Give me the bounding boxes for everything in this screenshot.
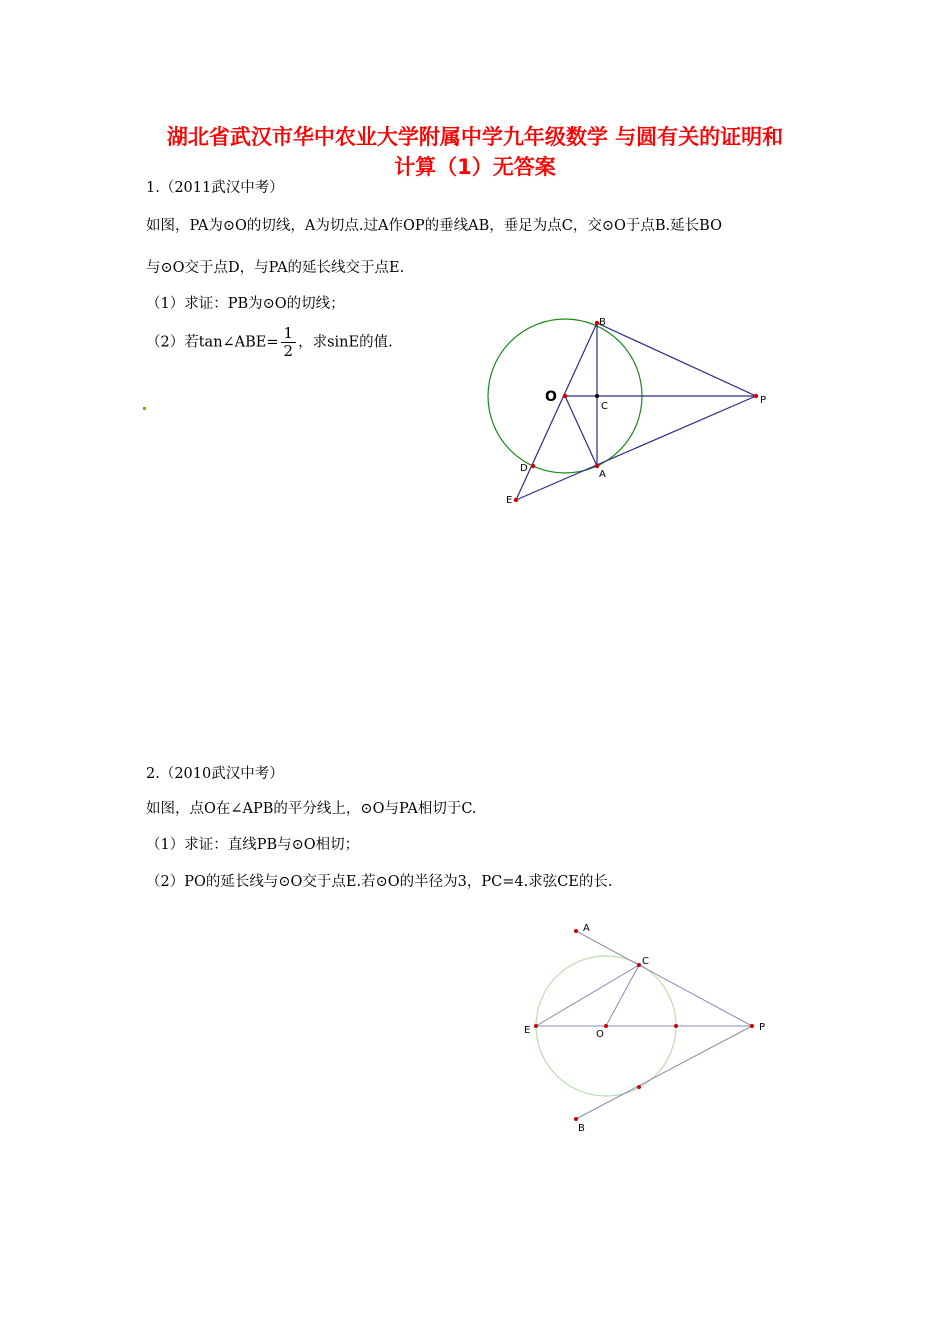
problem2-text-line1: 如图，点O在∠APB的平分线上，⊙O与PA相切于C. — [146, 801, 477, 817]
problem2-part1: （1）求证：直线PB与⊙O相切； — [146, 837, 360, 853]
fig1-label-P: P — [760, 395, 767, 406]
fig2-point-A — [574, 929, 578, 933]
title-line-1: 湖北省武汉市华中农业大学附属中学九年级数学 与圆有关的证明和 — [166, 125, 784, 149]
fraction-numerator: 1 — [281, 325, 297, 343]
fig2-label-P: P — [759, 1022, 766, 1033]
fig1-label-B: B — [599, 317, 606, 328]
fig1-line-OA — [565, 396, 597, 466]
fig1-point-O — [563, 394, 567, 398]
fig1-point-A — [595, 464, 599, 468]
fig2-point-E — [534, 1024, 538, 1028]
problem1-header: 1.（2011武汉中考） — [146, 180, 284, 196]
fig1-label-C: C — [601, 401, 608, 412]
problem1-part2-before: （2）若tan∠ABE= — [146, 334, 279, 351]
fig2-line-OC — [606, 965, 639, 1026]
problem1-part2-after: ，求sinE的值. — [298, 334, 393, 351]
fig1-label-O: O — [545, 389, 557, 405]
figure-1 — [488, 317, 766, 506]
fig2-point-C — [637, 963, 641, 967]
fig1-point-D — [531, 464, 535, 468]
stray-mark — [143, 407, 146, 410]
fig1-point-E — [514, 498, 518, 502]
fig1-label-D: D — [520, 463, 528, 474]
title-line-2: 计算（1）无答案 — [394, 155, 556, 179]
fig1-line-BE — [516, 323, 597, 500]
fig1-point-C — [595, 394, 599, 398]
problem2-part2: （2）PO的延长线与⊙O交于点E.若⊙O的半径为3，PC=4.求弦CE的长. — [146, 874, 613, 890]
problem2-header: 2.（2010武汉中考） — [146, 766, 284, 782]
fig2-point-intersection — [674, 1024, 678, 1028]
fig1-label-A: A — [599, 469, 606, 480]
fig2-label-O: O — [596, 1029, 604, 1040]
fig1-line-EP — [516, 396, 756, 500]
fig2-point-tangent-B — [637, 1085, 641, 1089]
fig2-line-EC — [536, 965, 639, 1026]
fig2-point-B — [574, 1117, 578, 1121]
fig2-label-B: B — [578, 1123, 585, 1134]
fig1-label-E: E — [506, 495, 513, 506]
problem1-text-line2: 与⊙O交于点D，与PA的延长线交于点E. — [146, 260, 405, 276]
fig2-point-O — [604, 1024, 608, 1028]
fig2-label-A: A — [583, 923, 590, 934]
problem1-text-line1: 如图，PA为⊙O的切线，A为切点.过A作OP的垂线AB，垂足为点C，交⊙O于点B.延长BO — [146, 218, 722, 234]
problem1-part1: （1）求证：PB为⊙O的切线； — [146, 296, 345, 312]
fig2-label-E: E — [524, 1025, 531, 1036]
fig2-line-AP — [576, 931, 752, 1026]
fig1-point-P — [754, 394, 758, 398]
fraction-denominator: 2 — [283, 342, 294, 360]
fig1-line-BP — [597, 323, 756, 396]
figure-2 — [524, 923, 765, 1134]
fig2-point-P — [750, 1024, 754, 1028]
fig2-label-C: C — [642, 956, 649, 967]
